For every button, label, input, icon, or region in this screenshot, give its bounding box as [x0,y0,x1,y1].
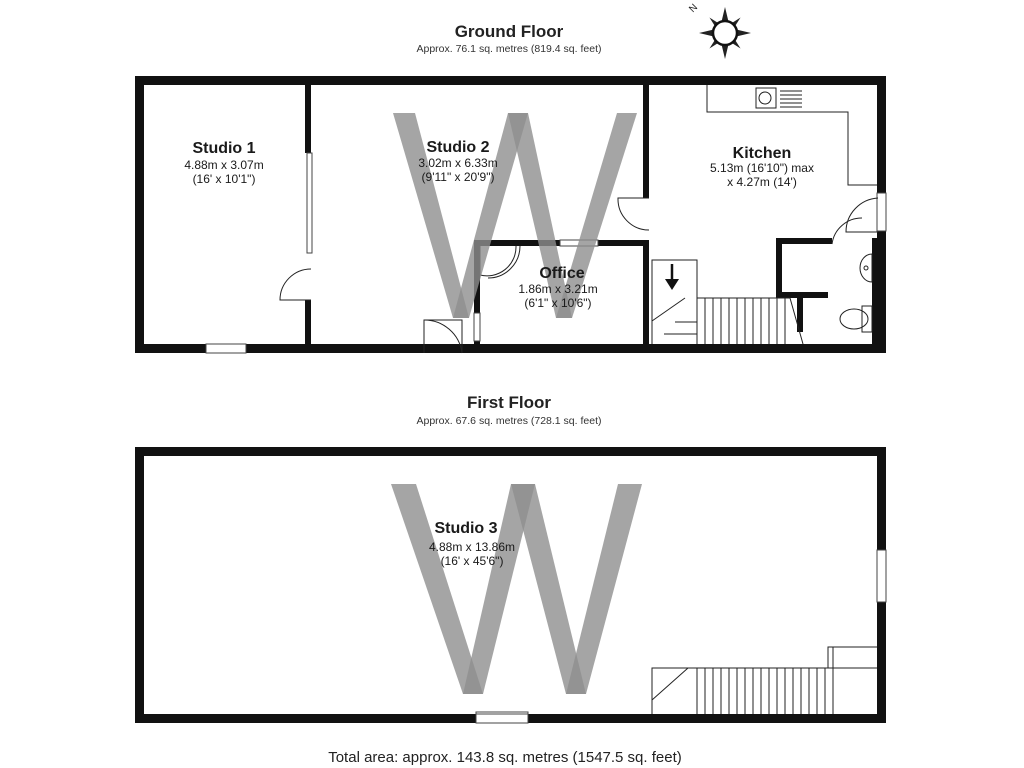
room-studio-1 [184,140,263,186]
room-dimensions-imperial: (6'1" x 10'6") [524,296,592,310]
room-dimensions-metric: 1.86m x 3.21m [518,282,598,296]
watermark-first-right [511,484,642,694]
room-dimensions-metric: 3.02m x 6.33m [418,156,498,170]
room-studio-2 [418,139,497,184]
first-floor-title: First Floor [466,393,552,412]
watermark-first-left [391,484,535,694]
first-floor-window-east [877,550,886,602]
room-dimensions-metric: 4.88m x 13.86m [428,540,516,554]
ground-floor-title: Ground Floor [454,22,564,41]
basin-icon [860,254,872,282]
stairs-down-arrow-icon [665,264,679,290]
room-dimensions-imperial: x 4.27m (14') [727,175,797,189]
first-floor-area: Approx. 67.6 sq. metres (728.1 sq. feet) [416,415,602,427]
room-dimensions-imperial: (16' x 45'6") [440,554,504,568]
first-floor-window-south [476,714,528,723]
room-dimensions-metric: 4.88m x 3.07m [184,158,264,172]
first-floor-stairs [652,647,877,714]
room-dimensions-metric: 5.13m (16'10") max [710,161,814,175]
room-name: Studio 2 [426,139,490,156]
room-dimensions-imperial: (9'11" x 20'9") [421,170,495,184]
compass-north-label: N [687,2,701,15]
room-dimensions-imperial: (16' x 10'1") [192,172,256,186]
room-name: Office [539,265,585,282]
total-area: Total area: approx. 143.8 sq. metres (1547.5 sq. feet) [328,749,682,766]
room-name: Kitchen [732,145,792,162]
room-kitchen [710,145,814,189]
toilet-icon [840,306,872,332]
ground-floor-area: Approx. 76.1 sq. metres (819.4 sq. feet) [416,43,602,55]
room-name: Studio 1 [192,140,256,157]
compass-icon [694,2,756,64]
room-name: Studio 3 [434,520,498,537]
